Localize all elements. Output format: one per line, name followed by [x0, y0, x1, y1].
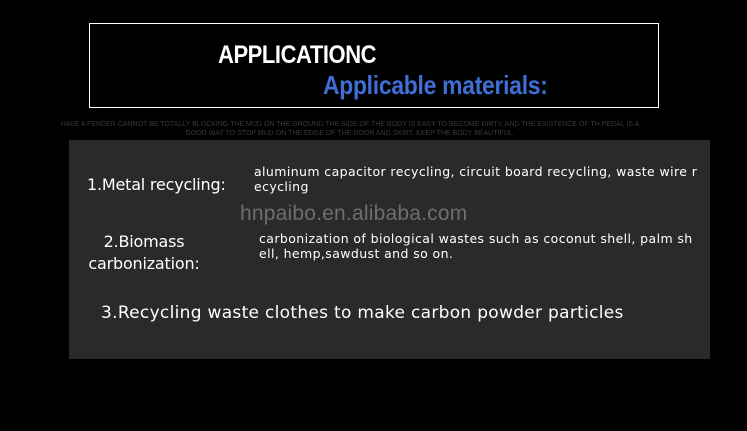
application-label-metal: 1.Metal recycling: — [87, 175, 226, 194]
applications-panel — [69, 140, 710, 359]
page-subtitle: Applicable materials: — [323, 70, 548, 100]
title-box — [89, 23, 659, 108]
application-description-metal: aluminum capacitor recycling, circuit board recycling, waste wire recycling — [254, 164, 698, 194]
page-title: APPLICATIONC — [218, 41, 377, 69]
application-label-biomass: 2.Biomass carbonization: — [88, 232, 200, 273]
application-description-biomass: carbonization of biological wastes such as coconut shell, palm shell, hemp,sawdust and so on. — [259, 231, 693, 261]
application-label-clothes: 3.Recycling waste clothes to make carbon powder particles — [101, 303, 624, 323]
watermark-text: hnpaibo.en.alibaba.com — [240, 202, 468, 225]
fine-print-text: HAVE A FENDER CANNOT BE TOTALLY BLOCKING THE MUD ON THE GROUND,THE SIDE OF THE BODY IS EASY TO BECOME DIRTY, AND THE EXISTENCE OF TH PEDAL IS A GOOD WAY TO STOP MUD ON THE EDGE OF THE DOOR AND SKIRT, KEEP THE BODY BEAUTIFUL. — [60, 121, 640, 137]
